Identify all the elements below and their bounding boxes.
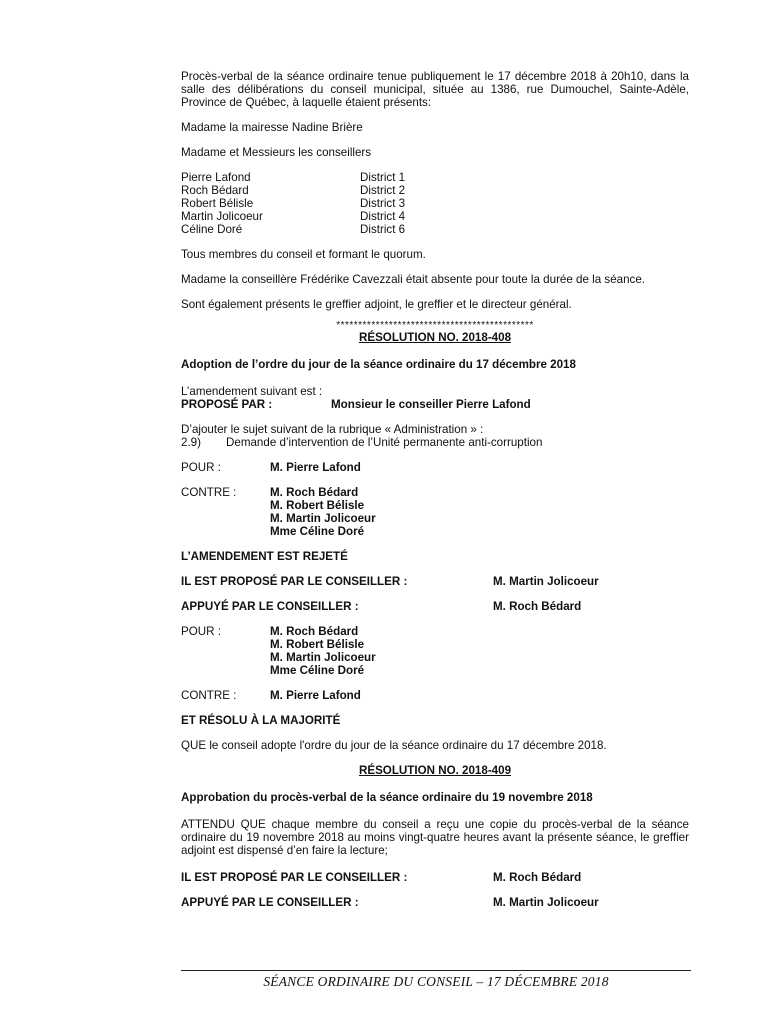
amendment-intro: L’amendement suivant est : — [181, 385, 323, 398]
vote1-pour — [181, 461, 689, 474]
councillor-row — [181, 223, 689, 236]
voter-name: M. Pierre Lafond — [270, 689, 361, 702]
voter-name: M. Martin Jolicoeur — [270, 651, 376, 664]
also-present-line: Sont également présents le greffier adjoint, le greffier et le directeur général. — [181, 298, 572, 311]
proposer-label: PROPOSÉ PAR : — [181, 398, 273, 411]
amendment-result: L’AMENDEMENT EST REJETÉ — [181, 550, 348, 563]
intro-paragraph: Procès-verbal de la séance ordinaire tenue publiquement le 17 décembre 2018 à 20h10, dans la salle des délibérations du conseil municipal, située au 1386, rue Dumouchel, Sainte-Adèle, Province de Québec, à laquelle étaient présents: — [181, 70, 689, 109]
pour-label: POUR : — [181, 461, 221, 474]
councillor-name: Céline Doré — [181, 223, 243, 236]
proposed-label: IL EST PROPOSÉ PAR LE CONSEILLER : — [181, 575, 408, 588]
voter-name: Mme Céline Doré — [270, 664, 365, 677]
resolution-409-whereas: ATTENDU QUE chaque membre du conseil a reçu une copie du procès-verbal de la séance ordinaire du 19 novembre 2018 au moins vingt-quatre heures avant la présente séance, le greffier adjoint est dispensé d’en faire la lecture; — [181, 818, 689, 857]
vote2-pour — [181, 625, 689, 677]
voter-name: M. Robert Bélisle — [270, 638, 365, 651]
mayor-line: Madame la mairesse Nadine Brière — [181, 121, 363, 134]
proposed-label: IL EST PROPOSÉ PAR LE CONSEILLER : — [181, 871, 408, 884]
voter-name: M. Martin Jolicoeur — [270, 512, 376, 525]
proposed-value: M. Roch Bédard — [493, 871, 582, 884]
item-text: Demande d’intervention de l’Unité permanente anti-corruption — [226, 436, 543, 449]
councillor-row — [181, 171, 689, 184]
separator: ********************************************* — [336, 320, 534, 331]
seconded-label: APPUYÉ PAR LE CONSEILLER : — [181, 896, 359, 909]
voter-list — [270, 625, 376, 677]
res409-seconded — [181, 896, 689, 909]
resolution-408-number: RÉSOLUTION NO. 2018-408 — [358, 331, 512, 344]
voter-name: Mme Céline Doré — [270, 525, 365, 538]
councillor-name: Roch Bédard — [181, 184, 249, 197]
councillor-row — [181, 197, 689, 210]
seconded-value: M. Martin Jolicoeur — [493, 896, 599, 909]
vote2-contre — [181, 689, 689, 702]
councillor-name: Martin Jolicoeur — [181, 210, 263, 223]
resolution-408-result: ET RÉSOLU À LA MAJORITÉ — [181, 714, 341, 727]
seconded-label: APPUYÉ PAR LE CONSEILLER : — [181, 600, 359, 613]
councillor-row — [181, 184, 689, 197]
voter-name: M. Roch Bédard — [270, 625, 359, 638]
contre-label: CONTRE : — [181, 486, 237, 499]
councillor-district: District 3 — [360, 197, 406, 210]
councillor-district: District 1 — [360, 171, 406, 184]
resolution-409-title: Approbation du procès-verbal de la séance ordinaire du 19 novembre 2018 — [181, 791, 593, 804]
voter-name: M. Robert Bélisle — [270, 499, 365, 512]
voter-list — [270, 486, 376, 538]
vote1-contre — [181, 486, 689, 538]
councillor-name: Pierre Lafond — [181, 171, 251, 184]
resolution-409-number: RÉSOLUTION NO. 2018-409 — [358, 764, 512, 777]
councillor-district: District 4 — [360, 210, 406, 223]
quorum-line: Tous membres du conseil et formant le quorum. — [181, 248, 426, 261]
resolution-408-decision: QUE le conseil adopte l'ordre du jour de la séance ordinaire du 17 décembre 2018. — [181, 739, 607, 752]
absent-line: Madame la conseillère Frédérike Cavezzali était absente pour toute la durée de la séance. — [181, 273, 646, 286]
councillor-name: Robert Bélisle — [181, 197, 254, 210]
amendment-text: D’ajouter le sujet suivant de la rubrique « Administration » : — [181, 423, 484, 436]
seconded-value: M. Roch Bédard — [493, 600, 582, 613]
councillors-heading: Madame et Messieurs les conseillers — [181, 146, 372, 159]
res408-seconded — [181, 600, 689, 613]
res409-proposed — [181, 871, 689, 884]
amendment-item — [181, 436, 689, 449]
councillors-list — [181, 171, 689, 236]
pour-label: POUR : — [181, 625, 221, 638]
proposer-value: Monsieur le conseiller Pierre Lafond — [331, 398, 531, 411]
page-footer: SÉANCE ORDINAIRE DU CONSEIL – 17 DÉCEMBRE 2018 — [181, 970, 691, 990]
voter-name: M. Pierre Lafond — [270, 461, 361, 474]
amendment-proposer — [181, 398, 689, 411]
councillor-district: District 6 — [360, 223, 406, 236]
contre-label: CONTRE : — [181, 689, 237, 702]
res408-proposed — [181, 575, 689, 588]
item-number: 2.9) — [181, 436, 201, 449]
proposed-value: M. Martin Jolicoeur — [493, 575, 599, 588]
voter-name: M. Roch Bédard — [270, 486, 359, 499]
resolution-408-title: Adoption de l’ordre du jour de la séance ordinaire du 17 décembre 2018 — [181, 358, 576, 371]
councillor-row — [181, 210, 689, 223]
document-body — [181, 70, 689, 909]
councillor-district: District 2 — [360, 184, 406, 197]
